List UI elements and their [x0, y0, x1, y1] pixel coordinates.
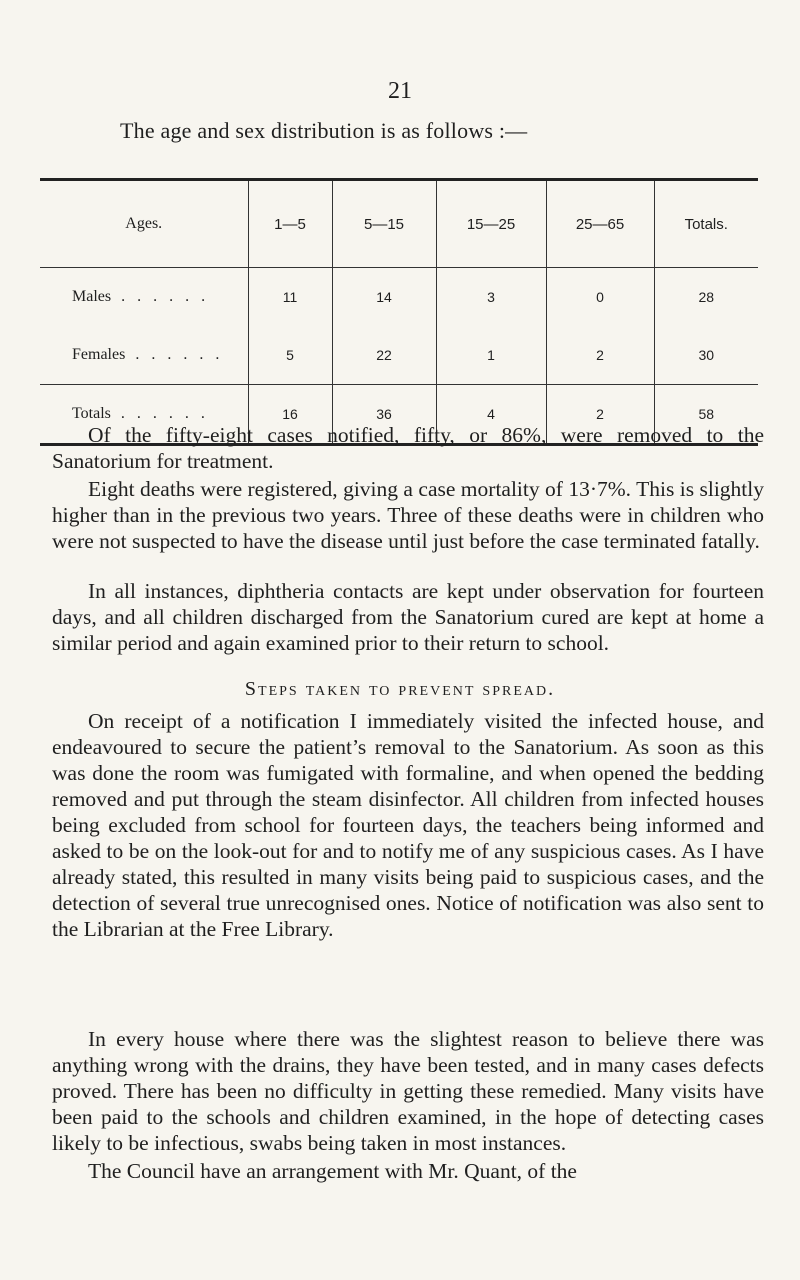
- paragraph-contacts: In all instances, diphtheria contacts are kept under observation for fourteen days, and all children discharged from the Sanatorium cured are kept at home a similar period and again examined prior to their return to school.: [52, 579, 764, 655]
- page-number: 21: [388, 78, 412, 104]
- table-row: [40, 268, 758, 327]
- cell: 0: [546, 268, 654, 327]
- cell: 22: [332, 326, 436, 385]
- section-heading: Steps taken to prevent spread.: [244, 678, 556, 700]
- header-25-65: 25—65: [546, 181, 654, 268]
- paragraph-council: The Council have an arrangement with Mr. Quant, of the: [88, 1159, 577, 1183]
- intro-line: The age and sex distribution is as follows :—: [120, 118, 528, 143]
- paragraph-deaths: Eight deaths were registered, giving a case mortality of 13·7%. This is slightly higher than in the previous two years. Three of these deaths were in children who were not suspected to have the disease until just before the case terminated fatally.: [52, 477, 764, 553]
- cell: 3: [436, 268, 546, 327]
- paragraph-drains: In every house where there was the slightest reason to believe there was anything wrong with the drains, they have been tested, and in many cases defects proved. There has been no difficulty in getting these remedied. Many visits have been paid to the schools and children examined, in the hope of detecting cases likely to be infectious, swabs being taken in most instances.: [52, 1027, 764, 1155]
- age-sex-table: [40, 178, 758, 446]
- cell: 28: [654, 268, 758, 327]
- cell: 16: [248, 385, 332, 444]
- cell: 11: [248, 268, 332, 327]
- row-label: Males . . . . . .: [40, 268, 248, 327]
- cell: 2: [546, 326, 654, 385]
- header-15-25: 15—25: [436, 181, 546, 268]
- cell: 30: [654, 326, 758, 385]
- cell: 4: [436, 385, 546, 444]
- table-row: [40, 326, 758, 385]
- header-1-5: 1—5: [248, 181, 332, 268]
- header-5-15: 5—15: [332, 181, 436, 268]
- cell: 1: [436, 326, 546, 385]
- cell: 14: [332, 268, 436, 327]
- cell: 2: [546, 385, 654, 444]
- row-label: Females . . . . . .: [72, 346, 224, 363]
- header-ages: Ages.: [125, 215, 163, 232]
- cell: 36: [332, 385, 436, 444]
- paragraph-removed: Of the fifty-eight cases notified, fifty, or 86%, were removed to the Sanatorium for treatment.: [52, 423, 764, 473]
- header-totals: Totals.: [654, 181, 758, 268]
- cell: 5: [248, 326, 332, 385]
- paragraph-notification: On receipt of a notification I immediately visited the infected house, and endeavoured to secure the patient’s removal to the Sanatorium. As soon as this was done the room was fumigated with formaline, and when opened the bedding removed and put through the steam disinfector. All children from infected houses being excluded from school for fourteen days, the teachers being informed and asked to be on the look-out for and to notify me of any suspicious cases. As I have already stated, this resulted in many visits being paid to suspicious cases, and the detection of several true unrecognised ones. Notice of notification was also sent to the Librarian at the Free Library.: [52, 709, 764, 941]
- cell: 58: [654, 385, 758, 444]
- row-label: Totals . . . . . .: [40, 385, 248, 444]
